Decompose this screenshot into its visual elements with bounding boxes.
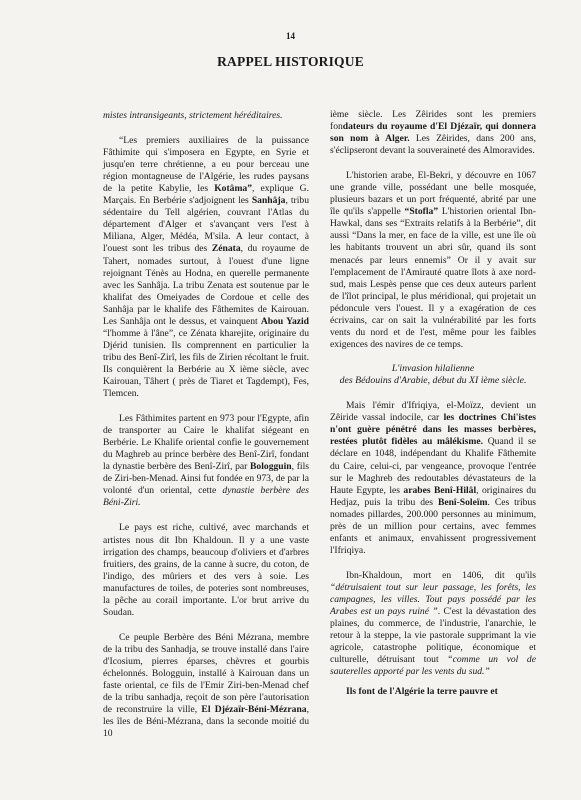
section-title-line-1: L'invasion hilalienne: [391, 362, 475, 374]
page-heading: RAPPEL HISTORIQUE: [217, 54, 364, 69]
right-paragraph-4: Ils font de l'Algérie la terre pauvre et: [346, 686, 498, 698]
left-paragraph-4: Ce peuple Berbère des Béni Mézrana, membre de la tribu des Sanhadja, se trouve installé dans l'aire d'Icosium, pierres éparses, chèvres et gourbis échelonnés. Bologguin, installé à Kairouan dans un faste oriental, ce fils de l'Emir Ziri-ben-Menad chef de la tribu sanhadja, reçoit de son père l'autorisation de reconstruire la ville, El Djézaïr-Béni-Mézrana, les îles de Béni-Mézrana, dans la seconde moitié du 10: [103, 631, 309, 740]
right-paragraph-3: Ibn-Khaldoun, mort en 1406, dit qu'ils “détruisaient tout sur leur passage, les forêts, les campagnes, les villes. Tout pays possédé par les Arabes est un pays ruiné ”. C'est la dévastation des plaines, du commerce, de l'industrie, l'anarchie, le retour à la steppe, la vie pastorale supprimant la vie agricole, catastrophe politique, économique et culturelle, détruisant tout “comme un vol de sauterelles apporté par les vents du sud.”: [330, 569, 536, 678]
right-paragraph-1: L'historien arabe, El-Bekri, y découvre en 1067 une grande ville, possédant une belle mosquée, plusieurs bazars et un port fréquenté, abrité par une île qu'ils s'appelle “Stofla” L'historien oriental Ibn-Hawkal, dans ses “Extraits relatifs à la Berbérie”, dit aussi “Dans la mer, en face de la ville, est une île où les habitants trouvent un abri sûr, quand ils sont menacés par leurs ennemis” Or il y avait sur l'emplacement de l'Amirauté quatre îlots à axe nord-sud, mais Lespès pense que ces deux auteurs parlent de l'îlot principal, le plus méridional, qui projetait un pédoncule vers l'ouest. Il y a exagération de ces écrivains, car on sait la vulnérabilité par les forts vents du nord et de l'est, même pour les faibles exigences des navires de ce temps.: [330, 170, 536, 350]
left-column: [103, 110, 309, 740]
left-paragraph-2: Les Fâthimites partent en 973 pour l'Egypte, afin de transporter au Caire le khalifat siégeant en Berbérie. Le Khalife oriental confie le gouvernement du Maghreb au prince berbère des Benî-Zirî, fondant la dynastie berbère des Benî-Zirî, par Bologguin, fils de Ziri-ben-Menad. Ainsi fut fondée en 973, de par la volonté d'un oriental, cette dynastie berbère des Béni-Ziri.: [103, 413, 309, 509]
section-title: [330, 363, 536, 387]
page-number: 14: [286, 31, 295, 41]
right-paragraph-0: ième siècle. Les Zêirides sont les premiers fondateurs du royaume d'El Djézaïr, qui donnera son nom à Alger. Les Zêirides, dans 200 ans, s'éclipseront devant la souveraineté des Almoravides.: [330, 109, 536, 157]
section-title-line-2: des Bédouins d'Arabie, début du XI ième siècle.: [339, 375, 527, 387]
right-column: [330, 109, 536, 698]
left-paragraph-1: “Les premiers auxiliaires de la puissance Fâthimite qui s'imposera en Egypte, en Syrie et jusqu'en terre chrétienne, a eu pour berceau une région montagneuse de l'Algérie, les rudes paysans de la petite Kabylie, les Kotâma”, explique G. Marçais. En Berbérie s'adjoignent les Sanhâja, tribu sédentaire du Tell algérien, couvrant l'Atlas du département d'Alger et s'avançant vers l'est à Miliana, Alger, Médéa, M'sila. A leur contact, à l'ouest sont les tribus des Zénata, du royaume de Tahert, nomades surtout, à l'ouest d'une ligne rejoignant Ténès au Hodna, en querelle permanente avec les Sanhâja. La tribu Zenata est soutenue par le khalifat des Omeiyades de Cordoue et celle des Sanhâja par le khalife des Fâthemites de Kairouan. Les Sanhâja ont le dessus, et vainquent Abou Yazid “l'homme à l'âne”, ce Zénata kharejite, originaire du Djérid tunisien. Ils comprennent en particulier la tribu des Benî-Zirî, les fils de Zirien récoltant le fruit. Ils conquièrent la Berbérie au X ième siècle, avec Kairouan, Tâhert ( près de Tiaret et Tagdempt), Fes, Tlemcen.: [103, 135, 310, 400]
left-paragraph-0: mistes intransigeants, strictement héréditaires.: [103, 110, 283, 121]
right-paragraph-2: Mais l'émir d'Ifriqiya, el-Moïzz, devient un Zêiride vassal indocile, car les doctrines Chi'istes n'ont guère pénétré dans les masses berbères, restées plutôt fidèles au mâlékisme. Quand il se déclare en 1048, indépendant du Khalife Fâthemite du Caire, celui-ci, par vengeance, provoque l'entrée sur le Maghreb des redoutables dévastateurs de la Haute Egypte, les arabes Benî-Hilâl, originaires du Hedjaz, puis la tribu des Benî-Soleïm. Ces tribus nomades pillardes, 200.000 personnes au minimum, près de un million pour certains, avec femmes enfants et animaux, envahissent progressivement l'Ifriqiya.: [330, 400, 536, 556]
left-paragraph-3: Le pays est riche, cultivé, avec marchands et artistes nous dit Ibn Khaldoun. Il y a une vaste irrigation des champs, beaucoup d'oliviers et d'arbres fruitiers, des grains, de la canne à sucre, du coton, de l'indigo, des mûriers et des vers à soie. Les manufactures de toiles, de poteries sont nombreuses, la pêche au corail importante. L'or brut arrive du Soudan.: [103, 522, 309, 618]
